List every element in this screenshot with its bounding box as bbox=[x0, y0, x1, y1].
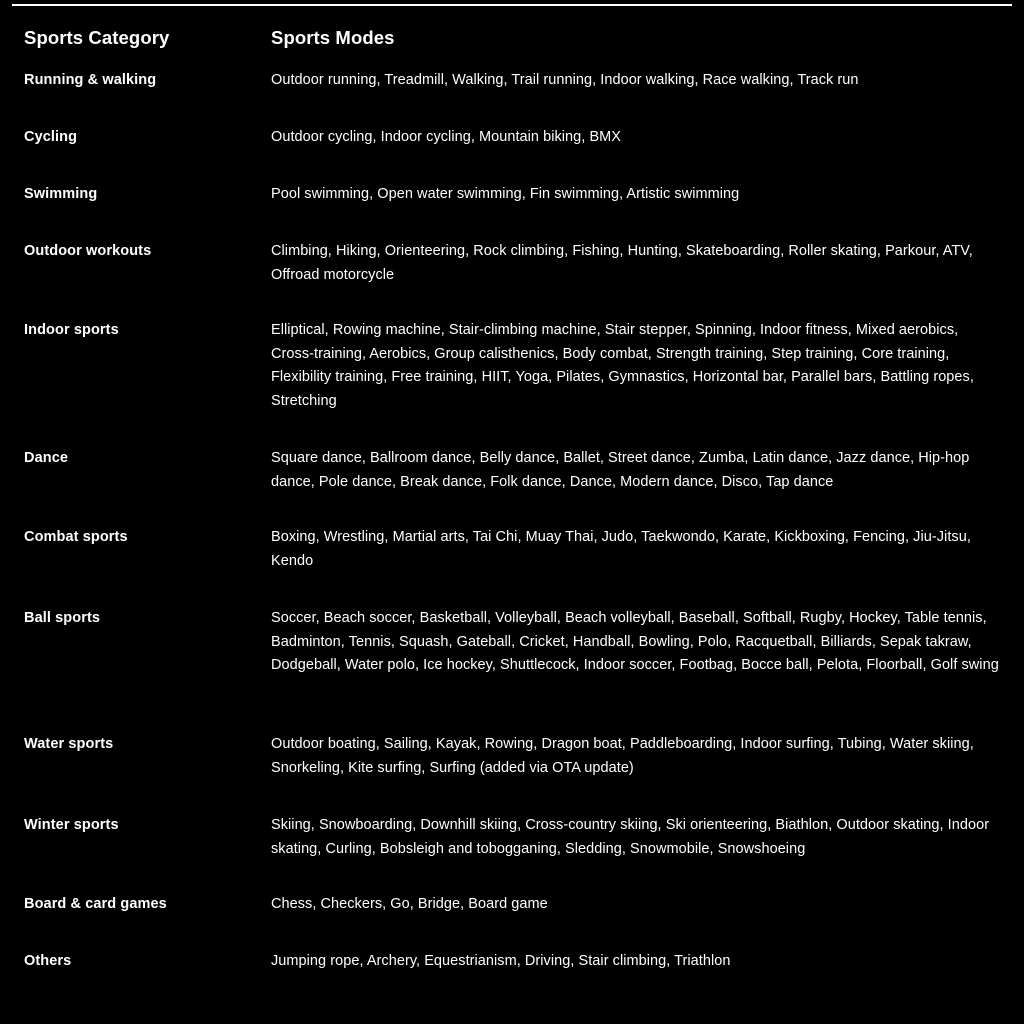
category-cell: Outdoor workouts bbox=[24, 243, 152, 259]
table-header-row bbox=[24, 27, 1009, 69]
modes-cell: Elliptical, Rowing machine, Stair-climbing machine, Stair stepper, Spinning, Indoor fitness, Mixed aerobics, Cross-training, Aerobics, Group calisthenics, Body combat, Strength training, Step training, Core training, Flexibility training, Free training, HIIT, Yoga, Pilates, Gymnastics, Horizontal bar, Parallel bars, Battling ropes, Stretching bbox=[271, 322, 974, 409]
table-row bbox=[24, 893, 1009, 950]
table-row bbox=[24, 733, 1009, 814]
category-cell: Swimming bbox=[24, 186, 98, 202]
category-cell: Dance bbox=[24, 450, 69, 466]
modes-cell: Pool swimming, Open water swimming, Fin swimming, Artistic swimming bbox=[271, 186, 740, 202]
category-cell: Combat sports bbox=[24, 529, 128, 545]
modes-cell: Climbing, Hiking, Orienteering, Rock climbing, Fishing, Hunting, Skateboarding, Roller skating, Parkour, ATV, Offroad motorcycle bbox=[271, 243, 973, 283]
table-row bbox=[24, 526, 1009, 607]
modes-cell: Soccer, Beach soccer, Basketball, Volleyball, Beach volleyball, Baseball, Softball, Rugby, Hockey, Table tennis, Badminton, Tennis, Squash, Gateball, Cricket, Handball, Bowling, Polo, Racquetball, Billiards, Sepak takraw, Dodgeball, Water polo, Ice hockey, Shuttlecock, Indoor soccer, Footbag, Bocce ball, Pelota, Floorball, Golf swing bbox=[271, 610, 999, 673]
category-cell: Cycling bbox=[24, 129, 78, 145]
table-row bbox=[24, 950, 1009, 990]
category-cell: Indoor sports bbox=[24, 322, 119, 338]
table-row bbox=[24, 814, 1009, 893]
category-cell: Others bbox=[24, 953, 72, 969]
header-sports-modes: Sports Modes bbox=[271, 27, 395, 48]
modes-cell: Chess, Checkers, Go, Bridge, Board game bbox=[271, 896, 548, 912]
table-row bbox=[24, 183, 1009, 240]
header-sports-category: Sports Category bbox=[24, 27, 170, 48]
modes-cell: Square dance, Ballroom dance, Belly dance, Ballet, Street dance, Zumba, Latin dance, Jazz dance, Hip-hop dance, Pole dance, Break dance, Folk dance, Dance, Modern dance, Disco, Tap dance bbox=[271, 450, 970, 490]
category-cell: Board & card games bbox=[24, 896, 167, 912]
category-cell: Water sports bbox=[24, 736, 114, 752]
modes-cell: Jumping rope, Archery, Equestrianism, Driving, Stair climbing, Triathlon bbox=[271, 953, 731, 969]
modes-cell: Outdoor cycling, Indoor cycling, Mountain biking, BMX bbox=[271, 129, 622, 145]
table-row bbox=[24, 447, 1009, 526]
top-divider bbox=[12, 4, 1012, 6]
table-row bbox=[24, 319, 1009, 447]
table-row bbox=[24, 240, 1009, 319]
modes-cell: Outdoor running, Treadmill, Walking, Trail running, Indoor walking, Race walking, Track run bbox=[271, 72, 859, 88]
sports-modes-table bbox=[24, 27, 1009, 990]
category-cell: Winter sports bbox=[24, 817, 119, 833]
modes-cell: Outdoor boating, Sailing, Kayak, Rowing, Dragon boat, Paddleboarding, Indoor surfing, Tubing, Water skiing, Snorkeling, Kite surfing, Surfing (added via OTA update) bbox=[271, 736, 974, 776]
modes-cell: Boxing, Wrestling, Martial arts, Tai Chi, Muay Thai, Judo, Taekwondo, Karate, Kickboxing, Fencing, Jiu-Jitsu, Kendo bbox=[271, 529, 971, 569]
category-cell: Ball sports bbox=[24, 610, 101, 626]
table-row bbox=[24, 69, 1009, 126]
table-row bbox=[24, 607, 1009, 733]
category-cell: Running & walking bbox=[24, 72, 157, 88]
modes-cell: Skiing, Snowboarding, Downhill skiing, Cross-country skiing, Ski orienteering, Biathlon, Outdoor skating, Indoor skating, Curling, Bobsleigh and tobogganing, Sledding, Snowmobile, Snowshoeing bbox=[271, 817, 990, 857]
table-row bbox=[24, 126, 1009, 183]
